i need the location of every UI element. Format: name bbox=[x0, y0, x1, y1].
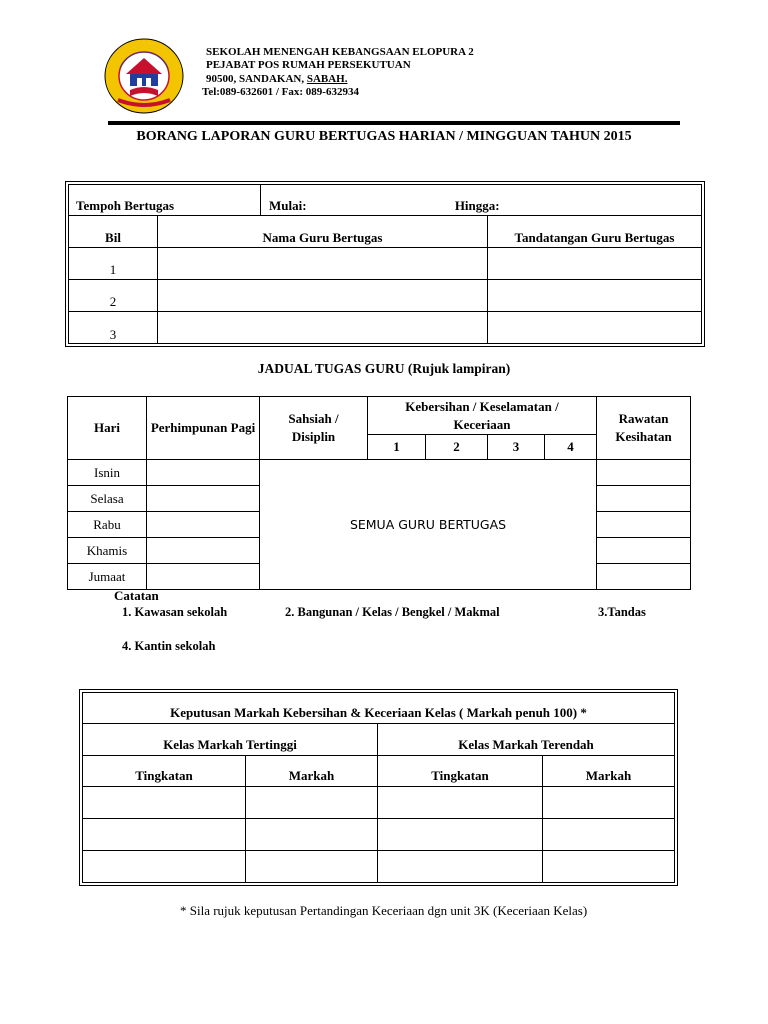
col-perhimpunan: Perhimpunan Pagi bbox=[147, 397, 260, 460]
perhimpunan-field[interactable] bbox=[147, 564, 260, 590]
day-isnin: Isnin bbox=[68, 460, 147, 486]
school-contact: Tel:089-632601 / Fax: 089-632934 bbox=[202, 86, 359, 98]
perhimpunan-field[interactable] bbox=[147, 486, 260, 512]
tingkatan-field[interactable] bbox=[378, 787, 543, 819]
tandatangan-field[interactable] bbox=[488, 248, 702, 280]
markah-field[interactable] bbox=[543, 851, 675, 883]
rawatan-field[interactable] bbox=[597, 486, 691, 512]
col-markah-high: Markah bbox=[246, 756, 378, 787]
school-name: SEKOLAH MENENGAH KEBANGSAAN ELOPURA 2 bbox=[206, 46, 474, 58]
table-row bbox=[69, 248, 702, 280]
nama-field[interactable] bbox=[158, 312, 488, 344]
row-number: 3 bbox=[69, 312, 158, 344]
row-number: 2 bbox=[69, 280, 158, 312]
mulai-label: Mulai: bbox=[269, 198, 307, 213]
day-jumaat: Jumaat bbox=[68, 564, 147, 590]
school-logo bbox=[104, 38, 184, 114]
semua-guru-bertugas: SEMUA GURU BERTUGAS bbox=[260, 460, 597, 590]
tingkatan-field[interactable] bbox=[378, 851, 543, 883]
sub-col-1: 1 bbox=[368, 435, 426, 460]
col-highest: Kelas Markah Tertinggi bbox=[83, 724, 378, 756]
markah-field[interactable] bbox=[246, 851, 378, 883]
col-rawatan: Rawatan Kesihatan bbox=[597, 397, 691, 460]
tandatangan-field[interactable] bbox=[488, 280, 702, 312]
marks-table bbox=[82, 692, 675, 883]
rawatan-field[interactable] bbox=[597, 538, 691, 564]
tingkatan-field[interactable] bbox=[83, 787, 246, 819]
schedule-table bbox=[67, 396, 691, 590]
day-rabu: Rabu bbox=[68, 512, 147, 538]
col-hari: Hari bbox=[68, 397, 147, 460]
tandatangan-field[interactable] bbox=[488, 312, 702, 344]
rawatan-field[interactable] bbox=[597, 512, 691, 538]
rawatan-field[interactable] bbox=[597, 564, 691, 590]
perhimpunan-field[interactable] bbox=[147, 538, 260, 564]
address-city: 90500, SANDAKAN, bbox=[206, 73, 307, 85]
perhimpunan-field[interactable] bbox=[147, 460, 260, 486]
date-range-cell bbox=[261, 185, 702, 216]
marks-title: Keputusan Markah Kebersihan & Keceriaan Kelas ( Markah penuh 100) * bbox=[83, 693, 675, 724]
table-row bbox=[83, 787, 675, 819]
col-tingkatan-high: Tingkatan bbox=[83, 756, 246, 787]
catatan-item-4: 4. Kantin sekolah bbox=[122, 639, 216, 653]
col-kebersihan: Kebersihan / Keselamatan / Keceriaan bbox=[368, 397, 597, 435]
col-tingkatan-low: Tingkatan bbox=[378, 756, 543, 787]
catatan-label: Catatan bbox=[114, 588, 159, 603]
tingkatan-field[interactable] bbox=[83, 819, 246, 851]
schedule-title: JADUAL TUGAS GURU (Rujuk lampiran) bbox=[257, 361, 511, 376]
markah-field[interactable] bbox=[543, 819, 675, 851]
tempoh-label: Tempoh Bertugas bbox=[69, 185, 261, 216]
footnote: * Sila rujuk keputusan Pertandingan Keceriaan dgn unit 3K (Keceriaan Kelas) bbox=[180, 903, 588, 918]
day-khamis: Khamis bbox=[68, 538, 147, 564]
school-address-1: PEJABAT POS RUMAH PERSEKUTUAN bbox=[206, 59, 411, 71]
row-number: 1 bbox=[69, 248, 158, 280]
col-lowest: Kelas Markah Terendah bbox=[378, 724, 675, 756]
col-bil: Bil bbox=[69, 216, 158, 248]
table-row bbox=[83, 851, 675, 883]
nama-field[interactable] bbox=[158, 248, 488, 280]
perhimpunan-field[interactable] bbox=[147, 512, 260, 538]
catatan-item-1: 1. Kawasan sekolah bbox=[122, 605, 228, 619]
markah-field[interactable] bbox=[246, 787, 378, 819]
address-state-link[interactable]: SABAH. bbox=[306, 73, 348, 85]
school-address-2 bbox=[206, 73, 348, 87]
catatan-item-2: 2. Bangunan / Kelas / Bengkel / Makmal bbox=[285, 605, 500, 619]
table-row bbox=[83, 819, 675, 851]
rawatan-field[interactable] bbox=[597, 460, 691, 486]
page-title: BORANG LAPORAN GURU BERTUGAS HARIAN / MINGGUAN TAHUN 2015 bbox=[136, 129, 632, 144]
markah-field[interactable] bbox=[246, 819, 378, 851]
header-rule bbox=[108, 121, 680, 125]
hingga-label: Hingga: bbox=[454, 198, 500, 213]
catatan-item-3: 3.Tandas bbox=[598, 605, 646, 619]
markah-field[interactable] bbox=[543, 787, 675, 819]
sub-col-4: 4 bbox=[545, 435, 597, 460]
table-row bbox=[68, 460, 691, 486]
col-sahsiah: Sahsiah / Disiplin bbox=[260, 397, 368, 460]
sub-col-2: 2 bbox=[426, 435, 488, 460]
day-selasa: Selasa bbox=[68, 486, 147, 512]
nama-field[interactable] bbox=[158, 280, 488, 312]
col-nama: Nama Guru Bertugas bbox=[158, 216, 488, 248]
tingkatan-field[interactable] bbox=[83, 851, 246, 883]
tingkatan-field[interactable] bbox=[378, 819, 543, 851]
col-markah-low: Markah bbox=[543, 756, 675, 787]
table-row bbox=[69, 312, 702, 344]
duty-table bbox=[68, 184, 702, 344]
sub-col-3: 3 bbox=[488, 435, 545, 460]
col-tandatangan: Tandatangan Guru Bertugas bbox=[488, 216, 702, 248]
table-row bbox=[69, 280, 702, 312]
